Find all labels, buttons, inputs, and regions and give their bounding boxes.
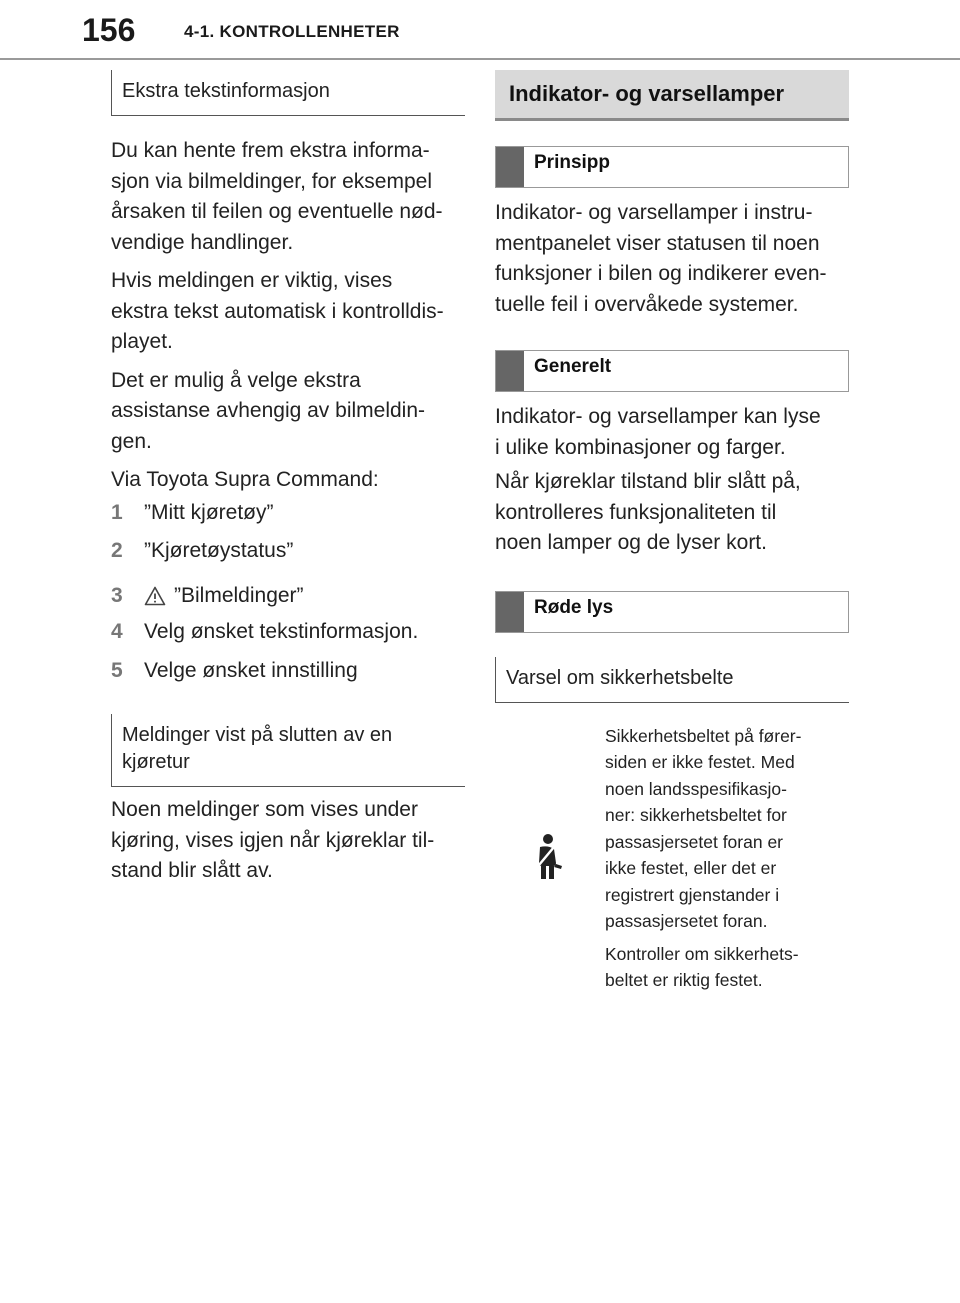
- text-line: gen.: [111, 429, 152, 453]
- text-line: årsaken til feilen og eventuelle nød-: [111, 200, 443, 223]
- paragraph-important-message: [111, 266, 465, 358]
- text-line: Det er mulig å velge ekstra: [111, 368, 361, 392]
- text-line: siden er ikke festet. Med: [605, 752, 795, 772]
- step-4: [111, 617, 465, 648]
- step-number: 4: [111, 620, 123, 643]
- paragraph-messages-repeat: [111, 795, 465, 887]
- seatbelt-warning-row: [495, 723, 849, 994]
- subheading-seatbelt-warning: Varsel om sikkerhetsbelte: [495, 657, 849, 703]
- paragraph-assistance: [111, 366, 465, 458]
- text-line: vendige handlinger.: [111, 230, 294, 254]
- warning-triangle-icon: [144, 586, 166, 606]
- left-column: [111, 70, 465, 887]
- step-3: [111, 581, 465, 612]
- text-line: sjon via bilmeldinger, for eksempel: [111, 169, 432, 193]
- text-line: ner: sikkerhetsbeltet for: [605, 805, 787, 825]
- paragraph-extra-info: [111, 136, 465, 258]
- text-line: Hvis meldingen er viktig, vises: [111, 269, 393, 292]
- header-divider: [0, 58, 960, 60]
- text-line: noen landsspesifikasjo-: [605, 778, 787, 799]
- text-line: noen lamper og de lyser kort.: [495, 531, 767, 554]
- text-line: tuelle feil i overvåkede systemer.: [495, 292, 799, 316]
- text-line: passasjersetet foran.: [605, 911, 768, 931]
- text-line: registrert gjenstander i: [605, 884, 780, 905]
- step-number: 2: [111, 539, 123, 562]
- step-number: 3: [111, 583, 123, 607]
- text-line: funksjoner i bilen og indikerer even-: [495, 262, 827, 285]
- seatbelt-warning-text: [605, 723, 849, 994]
- step-number: 5: [111, 658, 123, 682]
- box-heading-label: Røde lys: [534, 596, 614, 618]
- step-number: 1: [111, 500, 123, 524]
- step-1: [111, 498, 465, 529]
- steps-list: [111, 498, 465, 687]
- text-line: Meldinger vist på slutten av en: [122, 724, 393, 746]
- text-line: Noen meldinger som vises under: [111, 798, 418, 821]
- step-text: ”Bilmeldinger”: [174, 583, 304, 607]
- text-line: ekstra tekst automatisk i kontrolldis-: [111, 299, 444, 323]
- step-content: [144, 581, 465, 612]
- text-line: playet.: [111, 330, 173, 353]
- seatbelt-icon-cell: [495, 723, 605, 994]
- step-text: Velg ønsket tekstinformasjon.: [144, 620, 419, 643]
- box-heading-label: Prinsipp: [534, 152, 611, 173]
- box-heading-general: [495, 350, 849, 392]
- text-line: Kontroller om sikkerhets-: [605, 943, 799, 964]
- text-line: kjøring, vises igjen når kjøreklar til-: [111, 828, 435, 852]
- text-line: Når kjøreklar tilstand blir slått på,: [495, 470, 801, 493]
- paragraph-principle: [495, 198, 849, 320]
- text-line: Indikator- og varsellamper i instru-: [495, 201, 813, 224]
- section-title: 4-1. KONTROLLENHETER: [184, 22, 400, 41]
- heading-bar: [496, 592, 524, 632]
- text-line: assistanse avhengig av bilmeldin-: [111, 399, 426, 422]
- right-column: [495, 70, 849, 994]
- paragraph-via-command: Via Toyota Supra Command:: [111, 468, 379, 491]
- text-line: i ulike kombinasjoner og farger.: [495, 435, 786, 459]
- text-line: stand blir slått av.: [111, 859, 273, 882]
- subheading-messages-at-end: [111, 714, 465, 787]
- step-text: ”Kjøretøystatus”: [144, 539, 294, 562]
- box-heading-principle: [495, 146, 849, 188]
- text-line: kjøretur: [122, 751, 190, 773]
- text-line: passasjersetet foran er: [605, 831, 784, 852]
- step-2: [111, 536, 465, 567]
- text-line: Du kan hente frem ekstra informa-: [111, 139, 430, 162]
- page-number: 156: [82, 12, 136, 48]
- box-heading-label: Generelt: [534, 356, 612, 377]
- text-line: beltet er riktig festet.: [605, 970, 763, 990]
- step-text: ”Mitt kjøretøy”: [144, 500, 274, 524]
- text-line: mentpanelet viser statusen til noen: [495, 231, 820, 255]
- heading-bar: [496, 147, 524, 187]
- text-line: Sikkerhetsbeltet på fører-: [605, 725, 802, 746]
- step-text: Velge ønsket innstilling: [144, 658, 358, 682]
- text-line: ikke festet, eller det er: [605, 858, 777, 878]
- paragraph-general: [495, 402, 849, 463]
- text-line: Indikator- og varsellamper kan lyse: [495, 405, 821, 428]
- paragraph-ready-state: [495, 467, 849, 559]
- text-line: kontrolleres funksjonaliteten til: [495, 500, 777, 524]
- step-5: [111, 656, 465, 687]
- seatbelt-warning-icon: [532, 833, 568, 883]
- main-heading: Indikator- og varsellamper: [495, 70, 849, 121]
- box-heading-red-lights: [495, 591, 849, 633]
- heading-bar: [496, 351, 524, 391]
- subheading-extra-text-info: Ekstra tekstinformasjon: [111, 70, 465, 116]
